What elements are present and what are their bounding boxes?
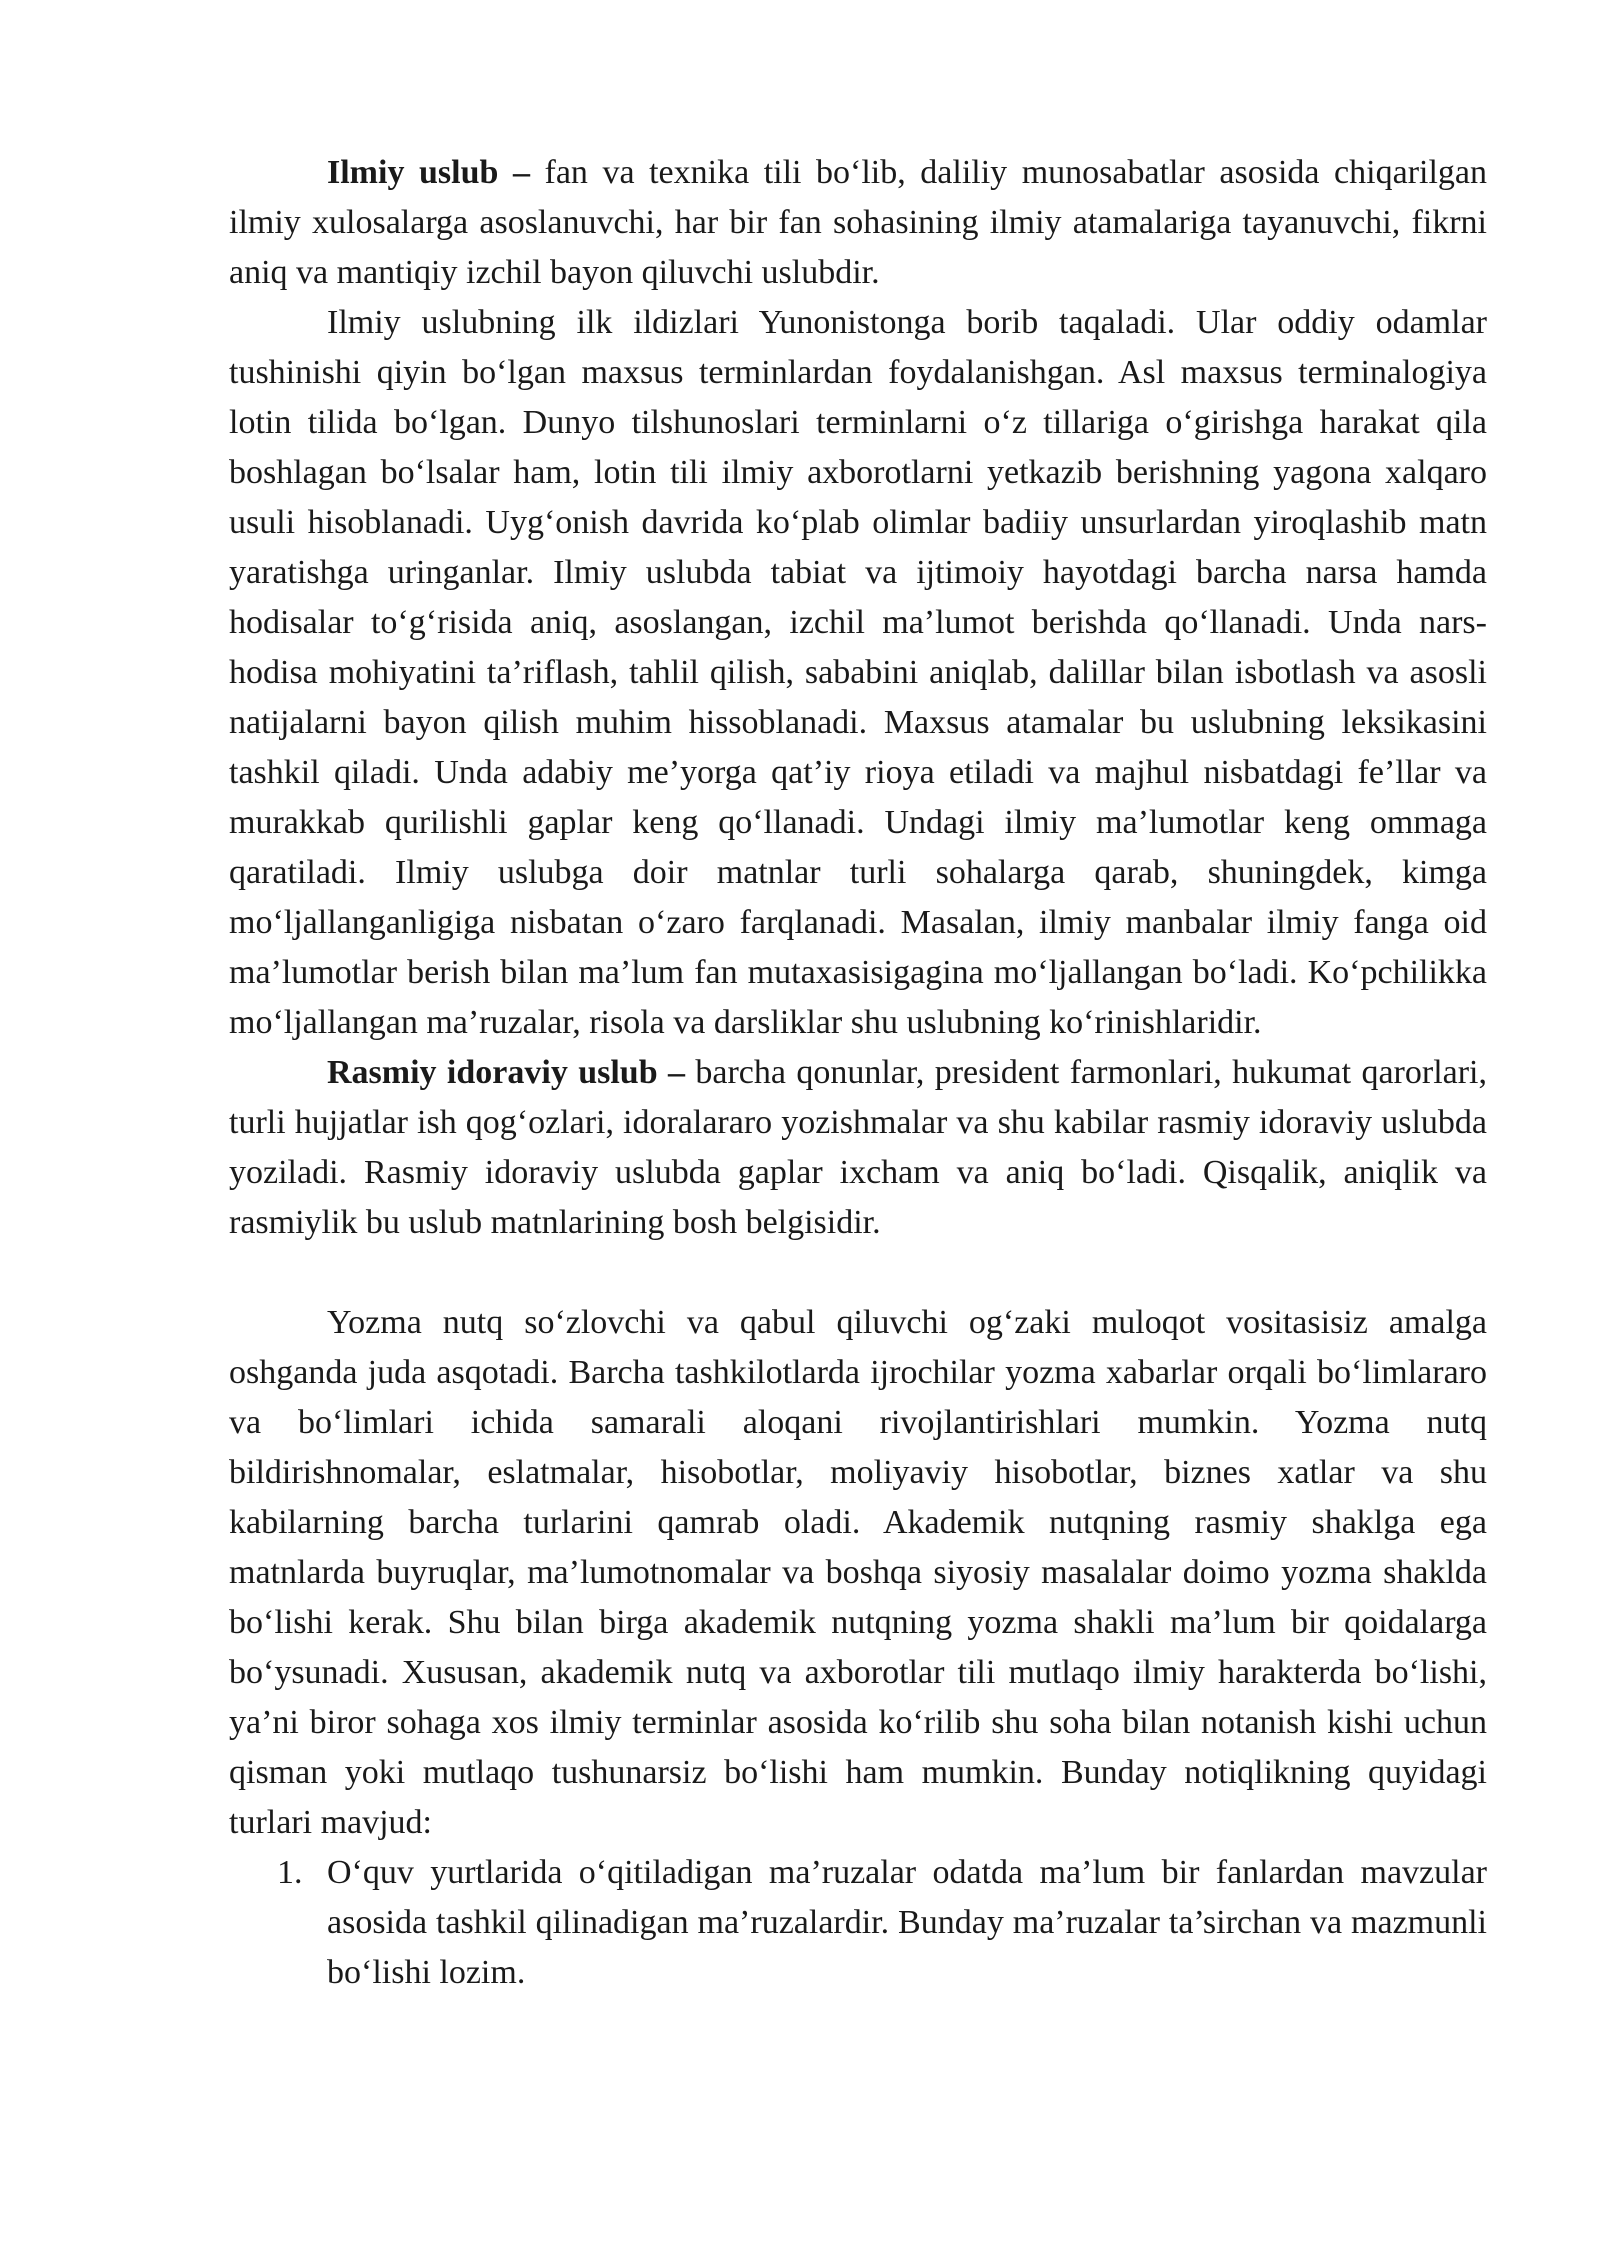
paragraph-text: Ilmiy uslubning ilk ildizlari Yunonistonga borib taqaladi. Ular oddiy odamlar tushinishi qiyin bo‘lgan maxsus terminlardan foydalanishgan. Asl maxsus terminalogiya lotin tilida bo‘lgan. Dunyo tilshunoslari terminlarni o‘z tillariga o‘girishga harakat qila boshlagan bo‘lsalar ham, lotin tili ilmiy axborotlarni yetkazib berishning yagona xalqaro usuli hisoblanadi. Uyg‘onish davrida ko‘plab olimlar badiiy unsurlardan yiroqlashib matn yaratishga uringanlar. Ilmiy uslubda tabiat va ijtimoiy hayotdagi barcha narsa hamda hodisalar to‘g‘risida aniq, asoslangan, izchil ma’lumot berishda qo‘llanadi. Unda nars-hodisa mohiyatini ta’riflash, tahlil qilish, sababini aniqlab, dalillar bilan isbotlash va asosli natijalarni bayon qilish muhim hissoblanadi. Maxsus atamalar bu uslubning leksikasini tashkil qiladi. Unda adabiy me’yorga qat’iy rioya etiladi va majhul nisbatdagi fe’llar va murakkab qurilishli gaplar keng qo‘llanadi. Undagi ilmiy ma’lumotlar keng ommaga qaratiladi. Ilmiy uslubga doir matnlar turli sohalarga qarab, shuningdek, kimga mo‘ljallanganligiga nisbatan o‘zaro farqlanadi. Masalan, ilmiy manbalar ilmiy fanga oid ma’lumotlar berish bilan ma’lum fan mutaxasisigagina mo‘ljallangan bo‘ladi. Ko‘pchilikka mo‘ljallangan ma’ruzalar, risola va darsliklar shu uslubning ko‘rinishlaridir. — [229, 304, 1487, 1041]
blank-line — [229, 1248, 1487, 1298]
term-dash: – — [657, 1054, 696, 1091]
term-rasmiy-idoraviy-uslub: Rasmiy idoraviy uslub — [327, 1054, 658, 1091]
term-dash: – — [498, 154, 545, 191]
term-ilmiy-uslub: Ilmiy uslub — [327, 154, 499, 191]
list-item — [229, 1848, 1487, 1998]
paragraph-text: barcha qonunlar, president farmonlari, hukumat qarorlari, turli hujjatlar ish qog‘ozlari, idoralararo yozishmalar va shu kabilar rasmiy idoraviy uslubda yoziladi. Rasmiy idoraviy uslubda gaplar ixcham va aniq bo‘ladi. Qisqalik, aniqlik va rasmiylik bu uslub matnlarining bosh belgisidir. — [229, 1054, 1487, 1241]
paragraph-yozma-nutq — [229, 1298, 1487, 1848]
paragraph-ilmiy-uslub-history — [229, 298, 1487, 1048]
list-number: 1. — [277, 1854, 303, 1891]
document-page — [229, 148, 1487, 1998]
paragraph-text: fan va texnika tili bo‘lib, daliliy munosabatlar asosida chiqarilgan ilmiy xulosalarga asoslanuvchi, har bir fan sohasining ilmiy atamalariga tayanuvchi, fikrni aniq va mantiqiy izchil bayon qiluvchi uslubdir. — [229, 154, 1487, 291]
list-item-text: O‘quv yurtlarida o‘qitiladigan ma’ruzalar odatda ma’lum bir fanlardan mavzular asosida tashkil qilinadigan ma’ruzalardir. Bunday ma’ruzalar ta’sirchan va mazmunli bo‘lishi lozim. — [327, 1854, 1487, 1991]
numbered-list — [229, 1848, 1487, 1998]
paragraph-ilmiy-uslub — [229, 148, 1487, 298]
paragraph-rasmiy-idoraviy-uslub — [229, 1048, 1487, 1248]
paragraph-text: Yozma nutq so‘zlovchi va qabul qiluvchi og‘zaki muloqot vositasisiz amalga oshganda juda asqotadi. Barcha tashkilotlarda ijrochilar yozma xabarlar orqali bo‘limlararo va bo‘limlari ichida samarali aloqani rivojlantirishlari mumkin. Yozma nutq bildirishnomalar, eslatmalar, hisobotlar, moliyaviy hisobotlar, biznes xatlar va shu kabilarning barcha turlarini qamrab oladi. Akademik nutqning rasmiy shaklga ega matnlarda buyruqlar, ma’lumotnomalar va boshqa siyosiy masalalar doimo yozma shaklda bo‘lishi kerak. Shu bilan birga akademik nutqning yozma shakli ma’lum bir qoidalarga bo‘ysunadi. Xususan, akademik nutq va axborotlar tili mutlaqo ilmiy harakterda bo‘lishi, ya’ni biror sohaga xos ilmiy terminlar asosida ko‘rilib shu soha bilan notanish kishi uchun qisman yoki mutlaqo tushunarsiz bo‘lishi ham mumkin. Bunday notiqlikning quyidagi turlari mavjud: — [229, 1304, 1487, 1841]
